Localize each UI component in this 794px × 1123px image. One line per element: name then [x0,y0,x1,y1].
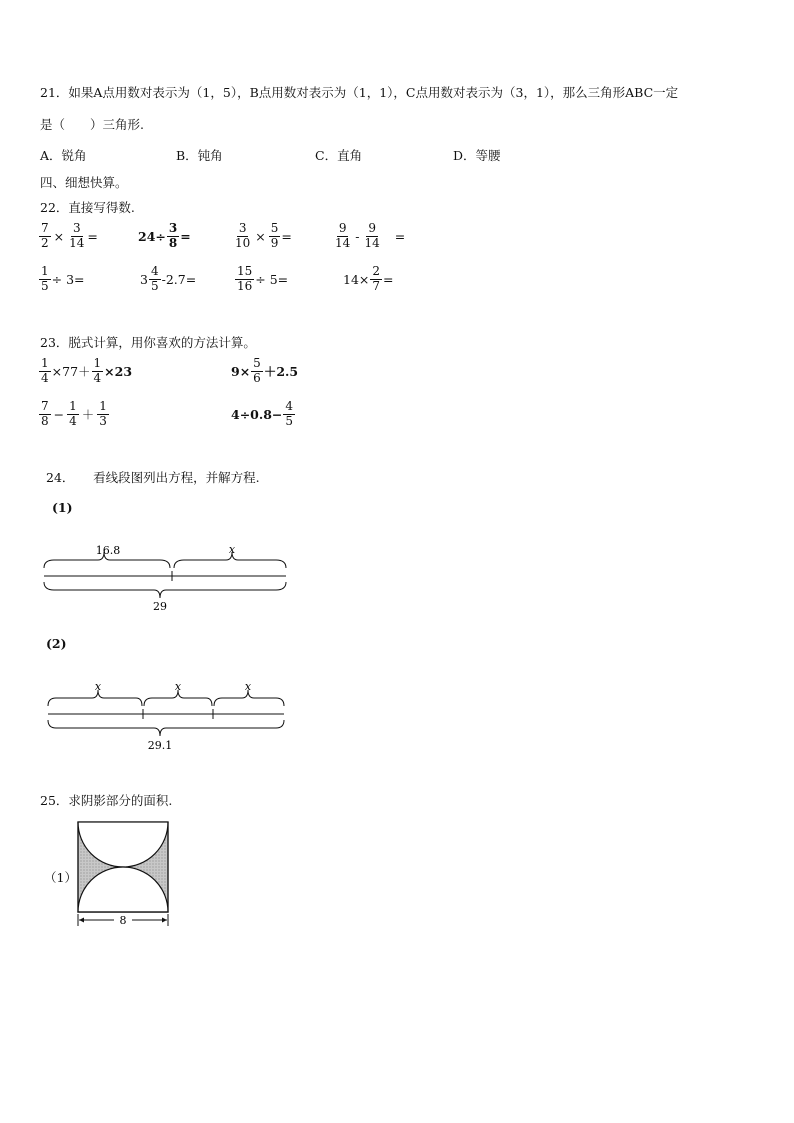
q21-option-a: A．锐角 [40,148,87,163]
q22-item-8: 14× $\frac{2}{7}$ = [343,264,394,293]
q25-figure-label: （1） [44,870,77,885]
section-heading: 四、细想快算。 [40,175,128,190]
q23-expr-3: $\frac{7}{8}$ − $\frac{1}{4}$ ＋ $\frac{1}{3}$ [41,399,107,428]
q24-title: 24． 看线段图列出方程，并解方程. [46,470,260,485]
q22-title: 22．直接写得数. [40,200,135,215]
label-x: x [228,543,236,556]
brace-bottom [44,582,286,598]
q22-item-5: $\frac{1}{5}$ ÷ 3= [41,264,85,293]
label-29-1: 29.1 [147,739,173,752]
q22-item-6: 3 $\frac{4}{5}$ -2.7= [140,264,197,293]
q23-expr-4: 4÷0.8− $\frac{4}{5}$ [231,399,294,428]
label-x-1: x [94,680,102,693]
q24-part1-label: (1) [52,500,73,515]
q22-item-4: $\frac{9}{14}$ - $\frac{9}{14}$ = [335,221,406,250]
q22-item-1: $\frac{7}{2}$ × $\frac{3}{14}$ = [41,221,98,250]
label-x-2: x [174,680,182,693]
q21-option-c: C．直角 [315,148,363,163]
label-29: 29 [153,600,167,613]
q21-line1: 21．如果A点用数对表示为（1，5），B点用数对表示为（1，1），C点用数对表示为（3，1），那么三角形ABC一定 [40,85,679,100]
brace-bottom [48,720,284,736]
q22-item-7: $\frac{15}{16}$ ÷ 5= [237,264,289,293]
shaded-figure [74,818,174,930]
segment-diagram-2 [40,676,290,756]
label-16-8: 16.8 [95,544,121,557]
q24-part2-label: (2) [46,636,67,651]
dimension-label: 8 [119,914,127,927]
q25-title: 25．求阴影部分的面积. [40,793,173,808]
q21-option-b: B．钝角 [176,148,223,163]
segment-diagram-1 [36,538,298,618]
label-x-3: x [244,680,252,693]
q22-item-3: $\frac{3}{10}$ × $\frac{5}{9}$ = [235,221,292,250]
q23-title: 23．脱式计算，用你喜欢的方法计算。 [40,335,256,350]
q21-option-d: D．等腰 [453,148,501,163]
q23-expr-1: $\frac{1}{4}$ ×77＋ $\frac{1}{4}$ ×23 [41,356,133,385]
q21-line2: 是（ ）三角形. [40,117,144,132]
q22-item-2: 24÷ $\frac{3}{8}$ = [138,221,191,250]
q23-expr-2: 9× $\frac{5}{6}$ ＋2.5 [231,356,299,385]
